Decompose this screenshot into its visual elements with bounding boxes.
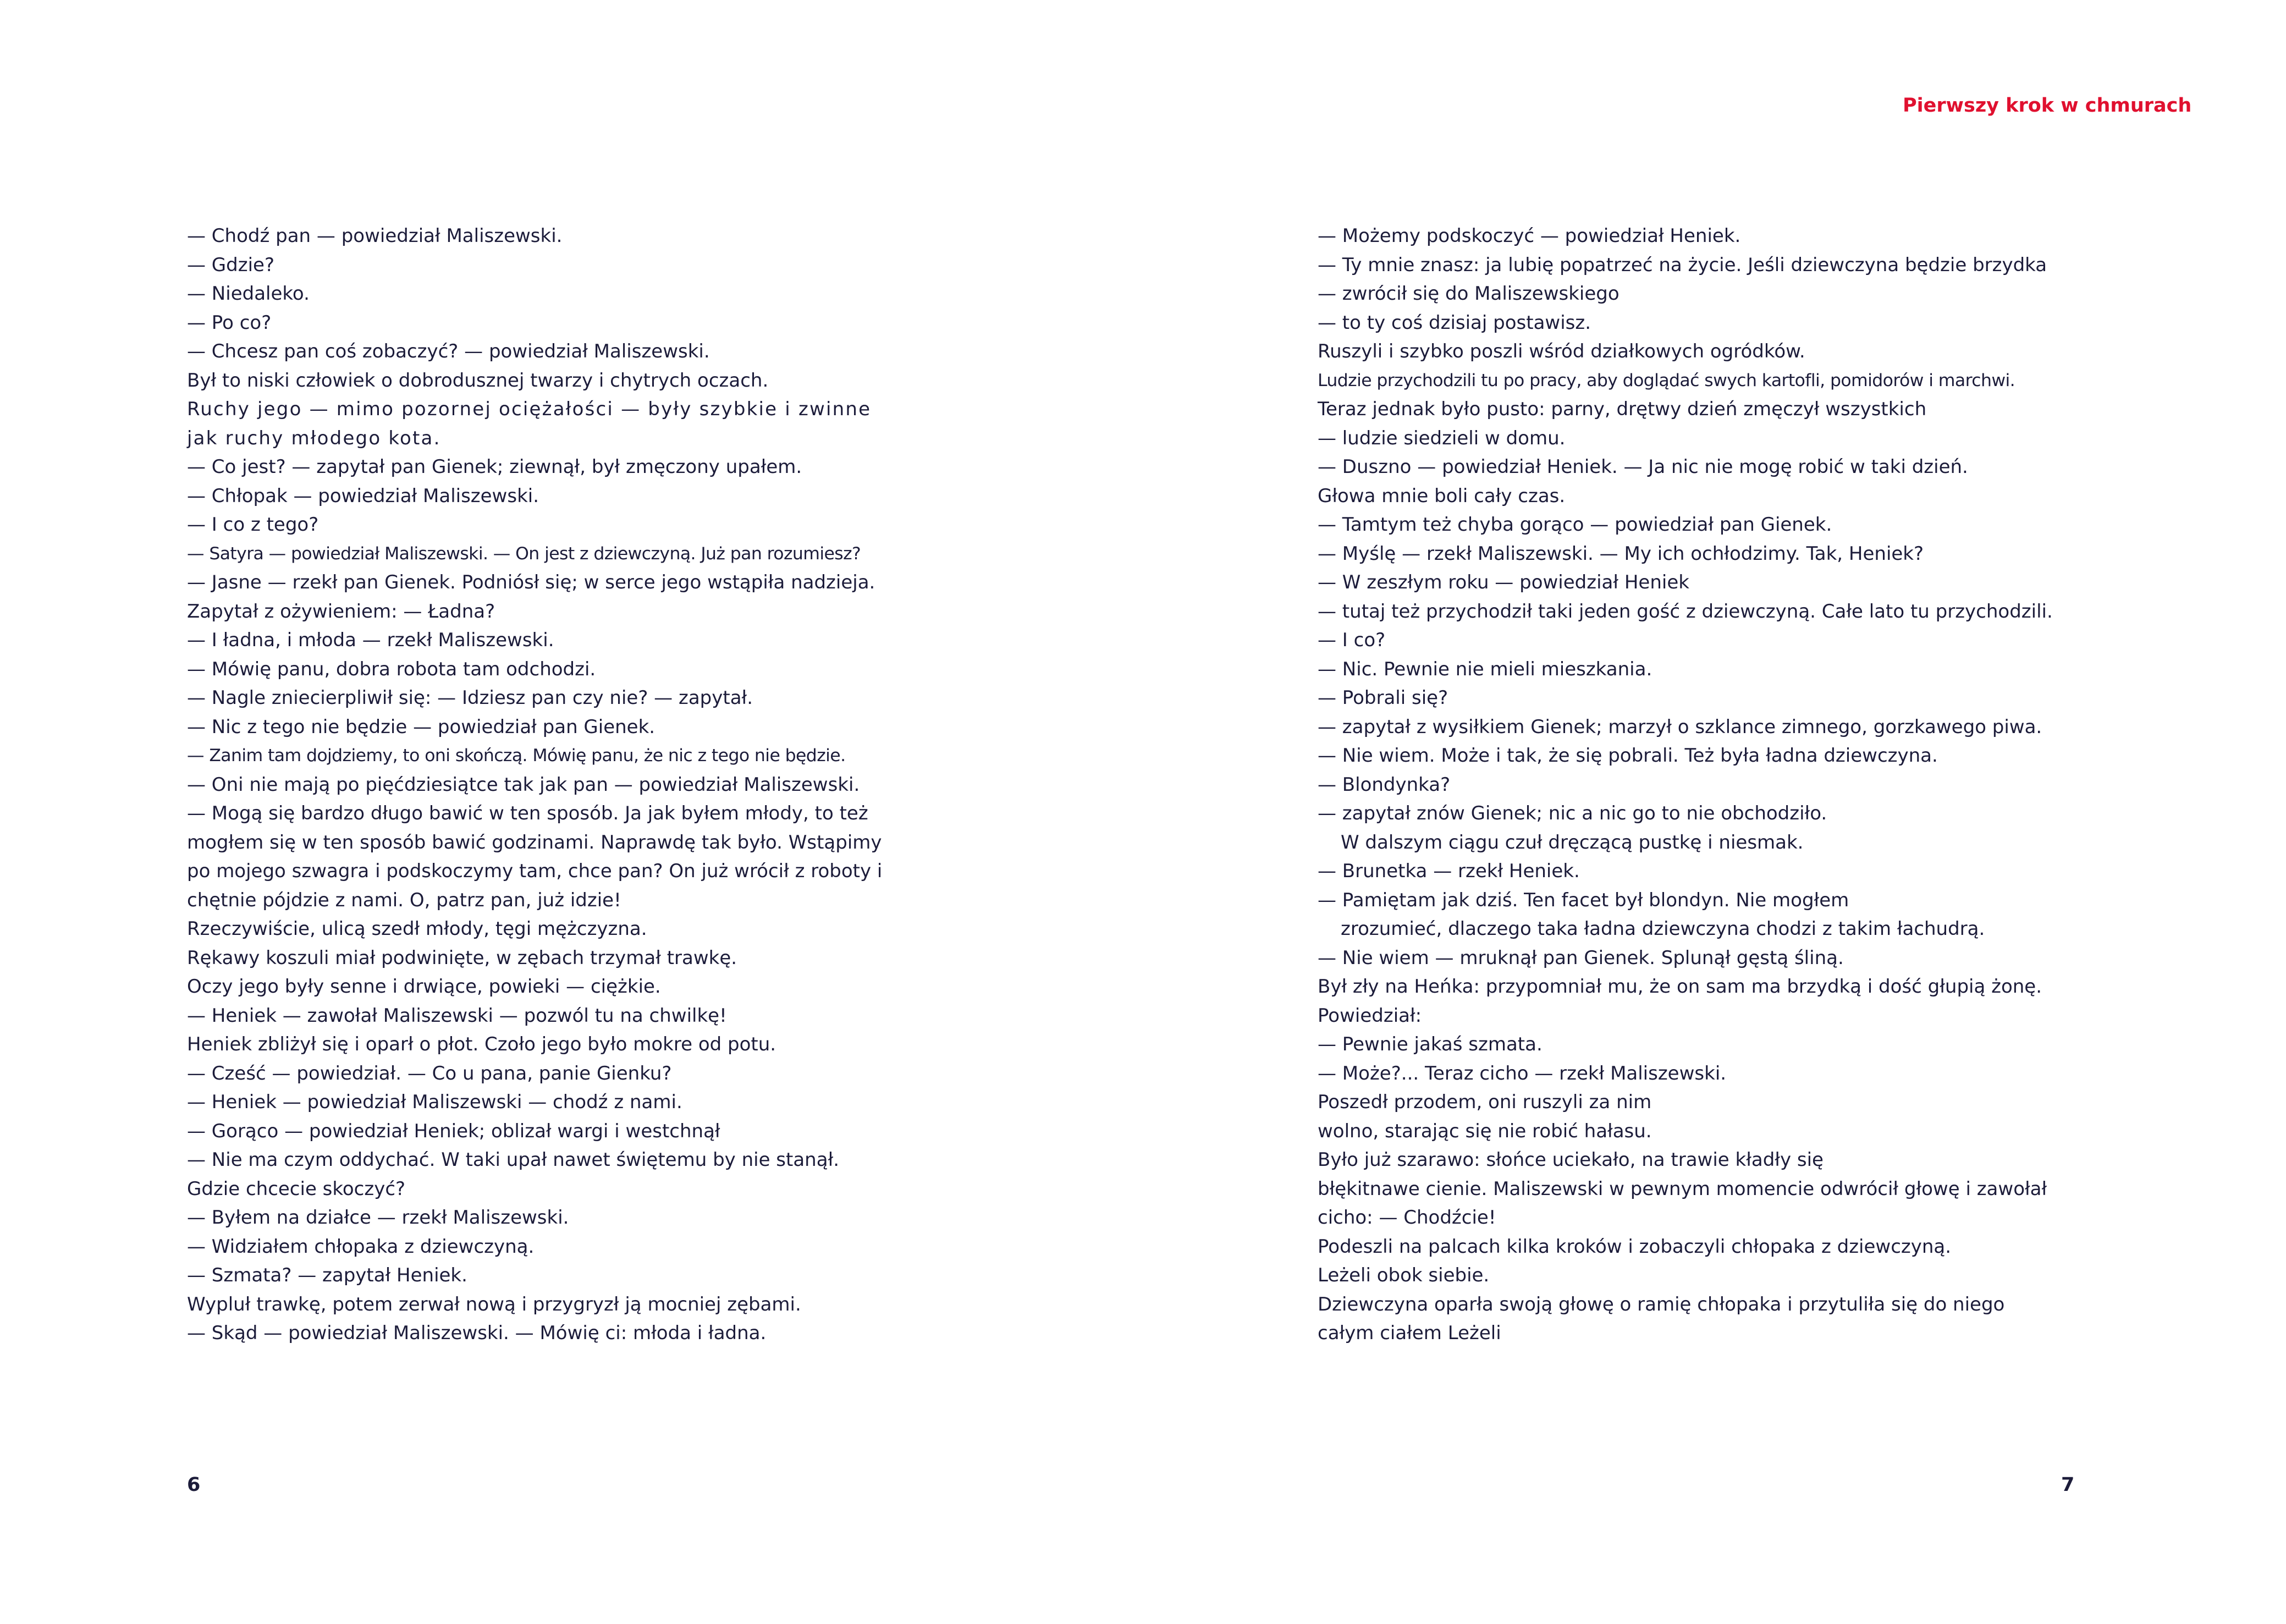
text-line: cicho: — Chodźcie! (1318, 1207, 1496, 1229)
text-line: Ludzie przychodzili tu po pracy, aby doglądać swych kartofli, pomidorów i marchwi. (1318, 370, 2015, 390)
text-line: Heniek zbliżył się i oparł o płot. Czoło jego było mokre od potu. (187, 1033, 776, 1055)
text-line: Leżeli obok siebie. (1318, 1264, 1490, 1286)
text-line: — Niedaleko. (187, 283, 310, 305)
text-line: — to ty coś dzisiaj postawisz. (1318, 311, 1591, 334)
text-line: — Nie wiem — mruknął pan Gienek. Splunął gęstą śliną. (1318, 946, 1844, 969)
running-head-title: Pierwszy krok w chmurach (1903, 95, 2192, 117)
text-line: — Heniek — powiedział Maliszewski — chodź z nami. (187, 1091, 682, 1113)
text-line: Gdzie chcecie skoczyć? (187, 1177, 406, 1200)
text-line: — Nie ma czym oddychać. W taki upał nawet świętemu by nie stanął. (187, 1149, 840, 1171)
text-line: — Gorąco — powiedział Heniek; oblizał wargi i westchnął (187, 1120, 720, 1142)
text-line: — I ładna, i młoda — rzekł Maliszewski. (187, 629, 554, 651)
text-line: Dziewczyna oparła swoją głowę o ramię chłopaka i przytuliła się do niego (1318, 1293, 2005, 1315)
text-line: Rękawy koszuli miał podwinięte, w zębach trzymał trawkę. (187, 946, 737, 969)
page-number-right: 7 (2061, 1474, 2075, 1496)
text-line: — Satyra — powiedział Maliszewski. — On jest z dziewczyną. Już pan rozumiesz? (187, 543, 861, 564)
right-page-text (1318, 222, 2098, 1348)
text-line: — Pobrali się? (1318, 687, 1448, 709)
text-line: Poszedł przodem, oni ruszyli za nim (1318, 1091, 1652, 1113)
text-line: — Mówię panu, dobra robota tam odchodzi. (187, 658, 596, 680)
text-line: mogłem się w ten sposób bawić godzinami. Naprawdę tak było. Wstąpimy (187, 831, 882, 854)
text-line: jak ruchy młodego kota. (187, 427, 441, 449)
text-line: — Byłem na działce — rzekł Maliszewski. (187, 1207, 569, 1229)
text-line: — Nie wiem. Może i tak, że się pobrali. Też była ładna dziewczyna. (1318, 745, 1938, 767)
text-line: — Cześć — powiedział. — Co u pana, panie Gienku? (187, 1062, 672, 1084)
text-line: chętnie pójdzie z nami. O, patrz pan, już idzie! (187, 889, 621, 911)
text-line: — ludzie siedzieli w domu. (1318, 427, 1566, 449)
text-line: — Nic z tego nie będzie — powiedział pan Gienek. (187, 715, 655, 738)
text-line: W dalszym ciągu czuł dręczącą pustkę i niesmak. (1341, 831, 1804, 854)
text-line: — Skąd — powiedział Maliszewski. — Mówię ci: młoda i ładna. (187, 1322, 767, 1344)
text-line: — tutaj też przychodził taki jeden gość z dziewczyną. Całe lato tu przychodzili. (1318, 600, 2053, 623)
text-line: — zapytał znów Gienek; nic a nic go to nie obchodziło. (1318, 802, 1827, 824)
text-line: — Myślę — rzekł Maliszewski. — My ich ochłodzimy. Tak, Heniek? (1318, 542, 1924, 565)
text-line: — Oni nie mają po pięćdziesiątce tak jak pan — powiedział Maliszewski. (187, 773, 860, 796)
text-line: — Ty mnie znasz: ja lubię popatrzeć na życie. Jeśli dziewczyna będzie brzydka (1318, 254, 2047, 276)
text-line: Oczy jego były senne i drwiące, powieki — ciężkie. (187, 976, 661, 998)
text-line: — Chcesz pan coś zobaczyć? — powiedział Maliszewski. (187, 340, 710, 362)
text-line: Zapytał z ożywieniem: — Ładna? (187, 600, 495, 623)
text-line: — Nic. Pewnie nie mieli mieszkania. (1318, 658, 1652, 680)
text-line: — Brunetka — rzekł Heniek. (1318, 860, 1580, 882)
text-line: — Co jest? — zapytał pan Gienek; ziewnął, był zmęczony upałem. (187, 456, 802, 478)
text-line: po mojego szwagra i podskoczymy tam, chce pan? On już wrócił z roboty i (187, 860, 883, 882)
text-line: Teraz jednak było pusto: parny, drętwy dzień zmęczył wszystkich (1318, 398, 1927, 420)
text-line: Głowa mnie boli cały czas. (1318, 485, 1566, 507)
text-line: — zwrócił się do Maliszewskiego (1318, 283, 1620, 305)
text-line: — I co z tego? (187, 514, 319, 536)
text-line: — Tamtym też chyba gorąco — powiedział pan Gienek. (1318, 514, 1832, 536)
text-line: — Po co? (187, 311, 272, 334)
text-line: całym ciałem Leżeli (1318, 1322, 1501, 1344)
text-line: Było już szarawo: słońce uciekało, na trawie kładły się (1318, 1149, 1824, 1171)
text-line: Rzeczywiście, ulicą szedł młody, tęgi mężczyzna. (187, 918, 647, 940)
text-line: — Heniek — zawołał Maliszewski — pozwól tu na chwilkę! (187, 1004, 727, 1027)
text-line: Powiedział: (1318, 1004, 1422, 1027)
text-line: Wypluł trawkę, potem zerwał nową i przygryzł ją mocniej zębami. (187, 1293, 801, 1315)
page-number-left: 6 (187, 1474, 201, 1496)
text-line: — Widziałem chłopaka z dziewczyną. (187, 1235, 535, 1258)
text-line: Był zły na Heńka: przypomniał mu, że on sam ma brzydką i dość głupią żonę. (1318, 976, 2042, 998)
text-line: — Duszno — powiedział Heniek. — Ja nic nie mogę robić w taki dzień. (1318, 456, 1968, 478)
text-line: Podeszli na palcach kilka kroków i zobaczyli chłopaka z dziewczyną. (1318, 1235, 1952, 1258)
text-line: Ruchy jego — mimo pozornej ociężałości — były szybkie i zwinne (187, 398, 872, 420)
text-line: wolno, starając się nie robić hałasu. (1318, 1120, 1652, 1142)
text-line: Był to niski człowiek o dobrodusznej twarzy i chytrych oczach. (187, 369, 769, 392)
text-line: — Jasne — rzekł pan Gienek. Podniósł się; w serce jego wstąpiła nadzieja. (187, 571, 875, 593)
text-line: — zapytał z wysiłkiem Gienek; marzył o szklance zimnego, gorzkawego piwa. (1318, 715, 2042, 738)
text-line: zrozumieć, dlaczego taka ładna dziewczyna chodzi z takim łachudrą. (1341, 918, 1985, 940)
text-line: — Mogą się bardzo długo bawić w ten sposób. Ja jak byłem młody, to też (187, 802, 868, 824)
text-line: Ruszyli i szybko poszli wśród działkowych ogródków. (1318, 340, 1805, 362)
text-line: — Gdzie? (187, 254, 274, 276)
left-page-text (187, 222, 918, 1348)
text-line: — Chłopak — powiedział Maliszewski. (187, 485, 539, 507)
text-line: — Możemy podskoczyć — powiedział Heniek. (1318, 225, 1741, 247)
text-line: — Zanim tam dojdziemy, to oni skończą. Mówię panu, że nic z tego nie będzie. (187, 746, 846, 766)
text-line: — W zeszłym roku — powiedział Heniek (1318, 571, 1689, 593)
text-line: błękitnawe cienie. Maliszewski w pewnym momencie odwrócił głowę i zawołał (1318, 1177, 2047, 1200)
text-line: — Blondynka? (1318, 773, 1451, 796)
text-line: — Może?... Teraz cicho — rzekł Maliszewski. (1318, 1062, 1727, 1084)
text-line: — I co? (1318, 629, 1386, 651)
text-line: — Nagle zniecierpliwił się: — Idziesz pan czy nie? — zapytał. (187, 687, 753, 709)
text-line: — Pewnie jakaś szmata. (1318, 1033, 1543, 1055)
text-line: — Chodź pan — powiedział Maliszewski. (187, 225, 563, 247)
text-line: — Pamiętam jak dziś. Ten facet był blondyn. Nie mogłem (1318, 889, 1849, 911)
text-line: — Szmata? — zapytał Heniek. (187, 1264, 467, 1286)
